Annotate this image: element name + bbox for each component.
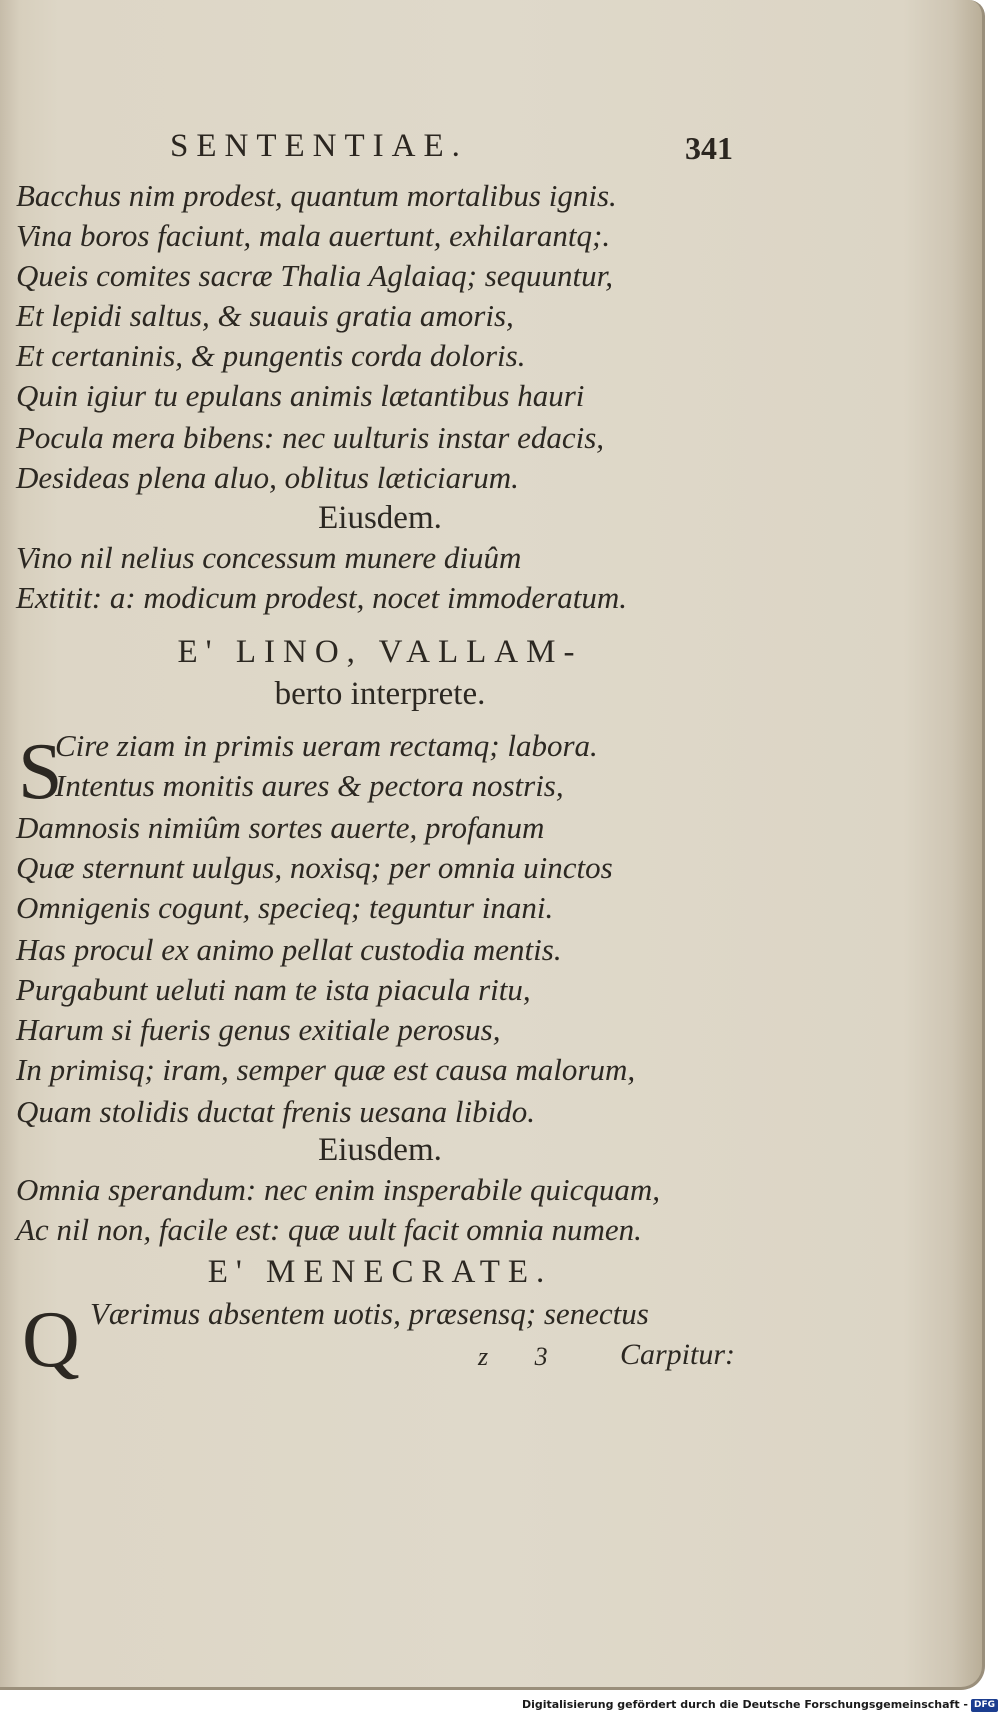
text-line: Et certaninis, & pungentis corda doloris.: [16, 338, 526, 373]
text-line: Has procul ex animo pellat custodia mentis.: [16, 932, 562, 967]
dfg-logo-icon: DFG: [971, 1699, 998, 1712]
text-line: Vino nil nelius concessum munere diuûm: [16, 540, 522, 575]
text-line: Bacchus nim prodest, quantum mortalibus ignis.: [16, 178, 617, 213]
signature-mark: z 3: [478, 1342, 568, 1371]
section-heading: Eiusdem.: [318, 1132, 442, 1168]
catchword: Carpitur:: [620, 1338, 736, 1371]
text-line: Desideas plena aluo, oblitus læticiarum.: [16, 460, 519, 495]
drop-cap: Q: [22, 1296, 80, 1384]
text-line: Omnia sperandum: nec enim insperabile quicquam,: [16, 1172, 661, 1207]
text-line: Værimus absentem uotis, præsensq; senectus: [90, 1296, 649, 1331]
running-head: SENTENTIAE.: [170, 128, 468, 164]
page-number: 341: [685, 130, 733, 166]
text-line: Damnosis nimiûm sortes auerte, profanum: [16, 810, 545, 845]
text-line: Et lepidi saltus, & suauis gratia amoris,: [16, 298, 514, 333]
text-line: Quin igiur tu epulans animis lætantibus hauri: [16, 378, 585, 413]
text-line: Pocula mera bibens: nec uulturis instar edacis,: [16, 420, 605, 455]
text-line: Harum si fueris genus exitiale perosus,: [16, 1012, 501, 1047]
text-line: Extitit: a: modicum prodest, nocet immoderatum.: [16, 580, 627, 615]
text-line: Purgabunt ueluti nam te ista piacula ritu,: [16, 972, 531, 1007]
text-line: Quam stolidis ductat frenis uesana libido.: [16, 1094, 535, 1129]
text-line: Queis comites sacræ Thalia Aglaiaq; sequuntur,: [16, 258, 614, 293]
text-line: In primisq; iram, semper quæ est causa malorum,: [16, 1052, 636, 1087]
text-line: Ac nil non, facile est: quæ uult facit omnia numen.: [16, 1212, 642, 1247]
text-line: Cire ziam in primis ueram rectamq; labora.: [55, 728, 598, 763]
section-heading: berto interprete.: [274, 676, 486, 712]
text-line: Quæ sternunt uulgus, noxisq; per omnia uinctos: [16, 850, 613, 885]
footer-bar: [0, 1697, 1000, 1716]
text-line: Intentus monitis aures & pectora nostris,: [55, 768, 564, 803]
section-heading: E' LINO, VALLAM-: [177, 634, 583, 670]
text-line: Vina boros faciunt, mala auertunt, exhilarantq;.: [16, 218, 611, 253]
section-heading: Eiusdem.: [318, 500, 442, 536]
section-heading: E' MENECRATE.: [207, 1254, 553, 1290]
footer-credit: Digitalisierung gefördert durch die Deutsche Forschungsgemeinschaft -: [521, 1698, 968, 1711]
text-line: Omnigenis cogunt, specieq; teguntur inani.: [16, 890, 554, 925]
drop-cap: S: [18, 728, 63, 816]
